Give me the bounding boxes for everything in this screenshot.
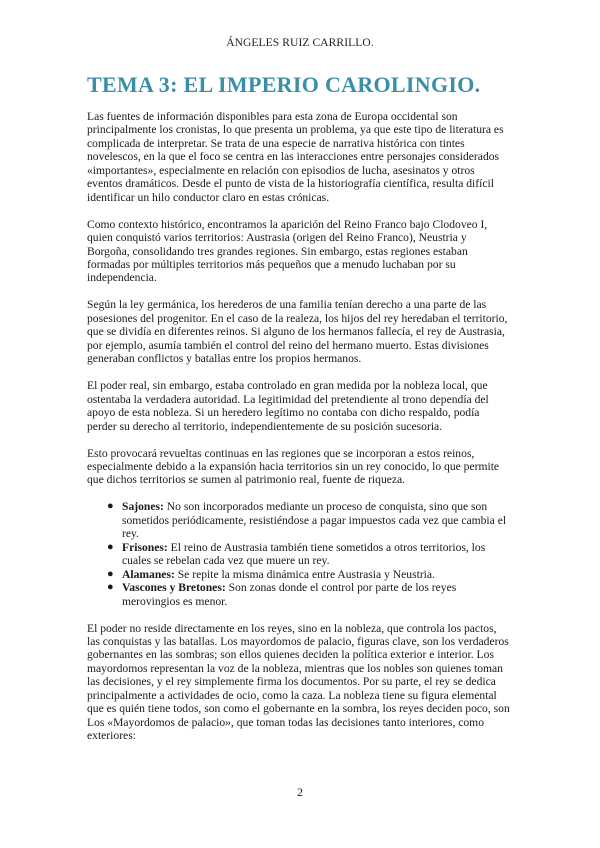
territories-list	[87, 500, 511, 608]
list-item-term: Alamanes:	[122, 567, 175, 581]
list-item-text: Se repite la misma dinámica entre Austrasia y Neustria.	[174, 567, 435, 581]
list-item-frisones	[107, 540, 511, 568]
list-item-term: Vascones y Bretones:	[122, 581, 226, 595]
list-item-text: Son zonas donde el control por parte de los reyes merovingios es menor.	[122, 581, 457, 608]
list-item-text: No son incorporados mediante un proceso de conquista, sino que son sometidos periódicamente, resistiéndose a pagar impuestos cada vez que cambia el rey.	[122, 500, 507, 541]
bullet-icon: ●	[107, 567, 114, 580]
paragraph-context: Como contexto histórico, encontramos la aparición del Reino Franco bajo Clodoveo I, quien conquistó varios territorios: Austrasia (origen del Reino Franco), Neustria y Borgoña, consolidando tres grandes regiones. Sin embargo, estas regiones estaban formadas por múltiples territorios más pequeños que a menudo luchaban por su independencia.	[87, 217, 488, 285]
list-item-vascones-bretones	[107, 581, 511, 608]
page-title: TEMA 3: EL IMPERIO CAROLINGIO.	[87, 72, 481, 97]
paragraph-royal-power: El poder real, sin embargo, estaba controlado en gran medida por la nobleza local, que ostentaba la verdadera autoridad. La legitimidad del pretendiente al trono dependía del apoyo de esta nobleza. Si un heredero legítimo no contaba con dicho respaldo, podía perder su derecho al territorio, independientemente de su posición sucesoria.	[87, 379, 489, 433]
document-body	[87, 110, 511, 756]
bullet-icon: ●	[107, 581, 114, 594]
paragraph-sources: Las fuentes de información disponibles para esta zona de Europa occidental son principalmente los cronistas, lo que presenta un problema, ya que este tipo de literatura es complicada de interpretar. Se trata de una especie de narrativa histórica con tintes novelescos, en la que el foco se centra en las interacciones entre personajes considerados «importantes», especialmente en relación con episodios de lucha, asesinatos y otros eventos dramáticos. Desde el punto de vista de la historiografía científica, resulta difícil identificar un hilo conductor claro en estas crónicas.	[87, 110, 504, 204]
page-header-author: ÁNGELES RUIZ CARRILLO.	[226, 37, 374, 49]
list-item-alamanes	[107, 567, 511, 581]
paragraph-revolts: Esto provocará revueltas continuas en las regiones que se incorporan a estos reinos, especialmente debido a la expansión hacia territorios sin un rey conocido, lo que permite que dichos territorios se sumen al patrimonio real, fuente de riqueza.	[87, 446, 500, 487]
list-item-term: Sajones:	[122, 500, 164, 514]
paragraph-germanic-law: Según la ley germánica, los herederos de una familia tenían derecho a una parte de las posesiones del progenitor. En el caso de la realeza, los hijos del rey heredaban el territorio, que se dividía en diferentes reinos. Si alguno de los hermanos fallecía, el rey de Austrasia, por ejemplo, asumía también el control del reino del hermano muerto. Estas divisiones generaban conflictos y batallas entre los propios hermanos.	[87, 298, 508, 366]
page-number: 2	[297, 785, 303, 799]
bullet-icon: ●	[107, 500, 114, 513]
list-item-term: Frisones:	[122, 540, 168, 554]
bullet-icon: ●	[107, 540, 114, 553]
list-item-sajones	[107, 500, 511, 541]
list-item-text: El reino de Austrasia también tiene sometidos a otros territorios, los cuales se rebelan cada vez que muere un rey.	[122, 540, 486, 568]
paragraph-nobility-power: El poder no reside directamente en los reyes, sino en la nobleza, que controla los pactos, las conquistas y las batallas. Los mayordomos de palacio, figuras clave, son los verdaderos gobernantes en las sombras; son ellos quienes deciden la política exterior e interior. Los mayordomos representan la voz de la nobleza, mientras que los nobles son quienes toman las decisiones, y el rey simplemente firma los documentos. Por su parte, el rey se dedica principalmente a actividades de ocio, como la caza. La nobleza tiene su figura elemental que es quién tiene todos, son como el gobernante en la sombra, los reyes deciden poco, son Los «Mayordomos de palacio», que toman todas las decisiones tanto interiores, como exteriores:	[87, 621, 510, 743]
